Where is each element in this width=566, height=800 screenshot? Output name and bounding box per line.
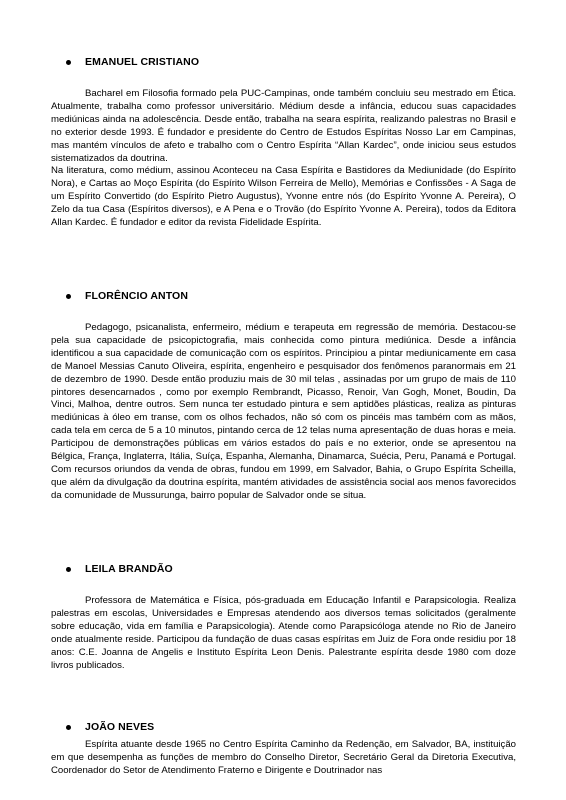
section-heading	[66, 54, 199, 70]
paragraph: Espírita atuante desde 1965 no Centro Espírita Caminho da Redenção, em Salvador, BA, instituição em que desempenha as funções de membro do Conselho Diretor, Secretário Geral da Diretoria Executiva, Coordenador do Setor de Atendimento Fraterno e Dirigente e Doutrinador nas	[51, 739, 516, 776]
section-title: JOÃO NEVES	[85, 721, 155, 733]
section-body	[51, 322, 516, 503]
section-heading	[66, 719, 154, 735]
section-body	[51, 88, 516, 230]
paragraph: Bacharel em Filosofia formado pela PUC-Campinas, onde também concluiu seu mestrado em Ética. Atualmente, trabalha como professor universitário. Médium desde a infância, educou suas capacidades mediúnicas ainda na adolescência. Desde então, trabalha na seara espírita, realizando palestras no Brasil e no exterior desde 1993. É fundador e presidente do Centro de Estudos Espíritas Nosso Lar em Campinas, mas mantém vínculos de afeto e trabalho com o Centro Espírita “Allan Kardec”, onde iniciou seus estudos sistematizados da doutrina.	[51, 88, 516, 164]
section-body	[51, 739, 516, 778]
paragraph: Professora de Matemática e Física, pós-graduada em Educação Infantil e Parapsicologia. Realiza palestras em escolas, Universidades e Empresas atendendo aos diversos temas solicitados (geralmente sobre educação, vida em família e Parapsicologia). Atende como Parapsicóloga atende no Rio de Janeiro onde atualmente reside. Participou da fundação de duas casas espíritas em Juiz de Fora onde residiu por 18 anos: C.E. Joanna de Angelis e Instituto Espírita Leon Denis. Palestrante espírita desde 1980 com doze livros publicados.	[51, 595, 516, 671]
section-title: EMANUEL CRISTIANO	[85, 56, 200, 68]
section-body	[51, 595, 516, 672]
bullet-icon	[66, 60, 71, 65]
bullet-icon	[66, 294, 71, 299]
paragraph: Na literatura, como médium, assinou Aconteceu na Casa Espírita e Bastidores da Mediunidade (do Espírito Nora), e Cartas ao Moço Espírita (do Espírito Wilson Ferreira de Mello), Memórias e Confissões - A Saga de um Espírito Convertido (do Espírito Pietro Augustus), Yvonne entre nós (do Espírito Yvonne A. Pereira), O Zelo da tua Casa (Espíritos diversos), e A Pena e o Trovão (do Espírito Yvonne A. Pereira), todos da Editora Allan Kardec. É fundador e editor da revista Fidelidade Espírita.	[51, 165, 516, 229]
bullet-icon	[66, 567, 71, 572]
section-title: FLORÊNCIO ANTON	[85, 290, 188, 302]
section-title: LEILA BRANDÃO	[85, 563, 173, 575]
section-heading	[66, 561, 173, 577]
section-heading	[66, 288, 188, 304]
paragraph: Pedagogo, psicanalista, enfermeiro, médium e terapeuta em regressão de memória. Destacou-se pela sua capacidade de psicopictografia, mais conhecida como pintura mediúnica. Desde a infância identificou a sua capacidade de comunicação com os espíritos. Principiou a pintar mediunicamente em casa de Manoel Messias Canuto Oliveira, espírita, engenheiro e pesquisador dos fenômenos paranormais em 21 de dezembro de 1990. Desde então produziu mais de 30 mil telas , assinadas por um grupo de mais de 110 pintores desencarnados , como por exemplo Rembrandt, Picasso, Renoir, Van Gogh, Monet, Boudin, Da Vinci, Malhoa, dentre outros. Sem nunca ter estudado pintura e sem aptidões plásticas, realiza as pinturas mediúnicas à óleo em transe, com os olhos fechados, não só com os pincéis mas também com as mãos, cada tela em cerca de 5 a 10 minutos, pintando cerca de 12 telas numa apresentação de duas horas e meia. Participou de demonstrações públicas em vários estados do país e no exterior, onde se apresentou na Bélgica, França, Inglaterra, Itália, Suíça, Espanha, Alemanha, Dinamarca, Suécia, Peru, Panamá e Portugal. Com recursos oriundos da venda de obras, fundou em 1999, em Salvador, Bahia, o Grupo Espírita Scheilla, que além da divulgação da doutrina espírita, mantém atividades de assistência social aos menos favorecidos da comunidade de Mussurunga, bairro popular de Salvador onde se situa.	[51, 322, 516, 501]
bullet-icon	[66, 725, 71, 730]
